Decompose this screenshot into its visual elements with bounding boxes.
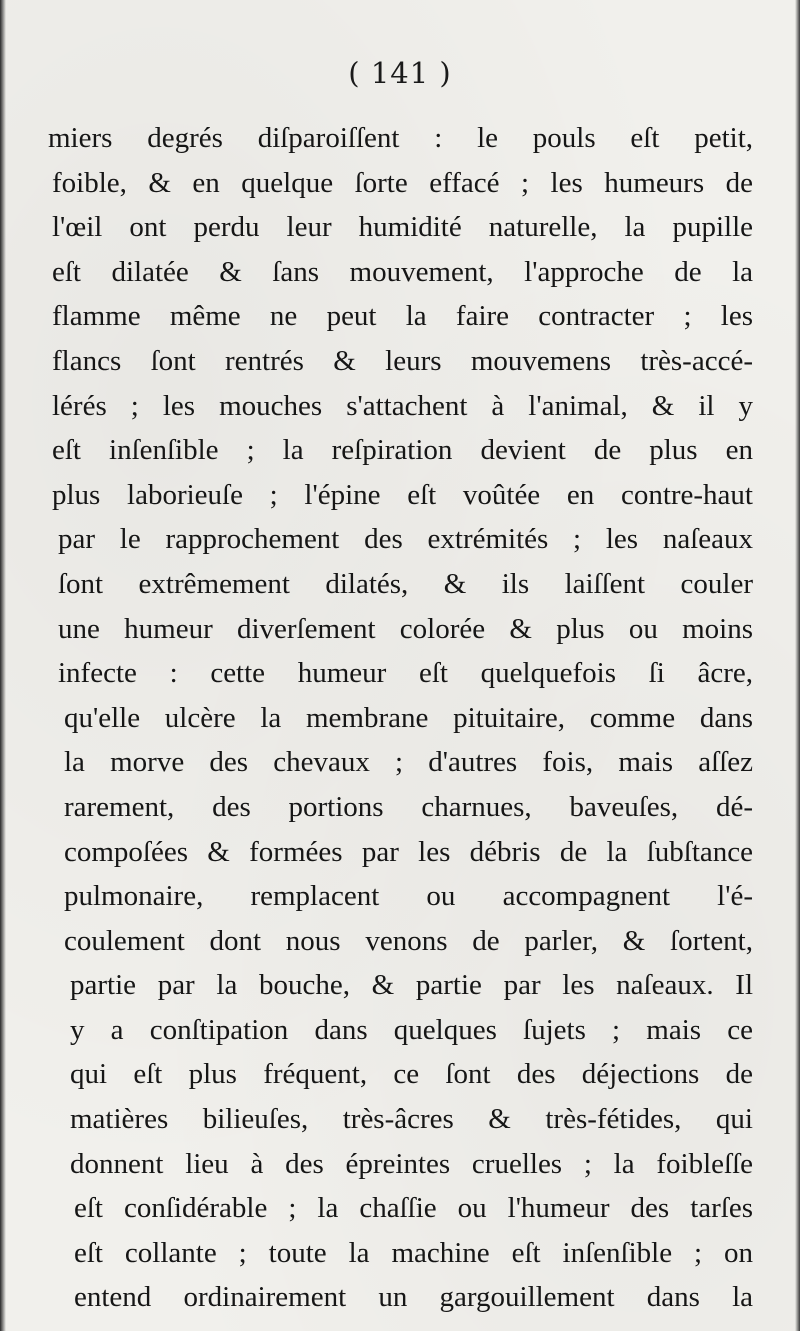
text-line-5: flamme même ne peut la faire contracter ; les (52, 300, 753, 333)
text-line-14: qu'elle ulcère la membrane pituitaire, comme dans (64, 701, 753, 734)
text-line-16: rarement, des portions charnues, baveuſes, dé- (64, 790, 753, 823)
text-line-18: pulmonaire, remplacent ou accompagnent l'é- (64, 880, 753, 913)
text-line-13: infecte : cette humeur eſt quelquefois ſi âcre, (58, 657, 753, 690)
text-line-27: entend ordinairement un gargouillement dans la (74, 1281, 753, 1314)
text-line-9: plus laborieuſe ; l'épine eſt voûtée en contre-haut (52, 478, 753, 511)
text-line-12: une humeur diverſement colorée & plus ou moins (58, 612, 753, 645)
text-line-22: qui eſt plus fréquent, ce ſont des déjections de (70, 1058, 753, 1091)
text-line-26: eſt collante ; toute la machine eſt inſenſible ; on (74, 1236, 753, 1269)
text-line-25: eſt conſidérable ; la chaſſie ou l'humeur des tarſes (74, 1192, 753, 1225)
text-line-24: donnent lieu à des épreintes cruelles ; la foibleſſe (70, 1147, 753, 1180)
text-line-7: lérés ; les mouches s'attachent à l'animal, & il y (52, 389, 753, 422)
text-line-20: partie par la bouche, & partie par les naſeaux. Il (70, 969, 753, 1002)
text-line-2: foible, & en quelque ſorte effacé ; les humeurs de (52, 166, 753, 199)
page-edge-right (795, 0, 800, 1331)
text-line-23: matières bilieuſes, très-âcres & très-fétides, qui (70, 1103, 753, 1136)
page-number: ( 141 ) (348, 56, 452, 90)
text-line-21: y a conſtipation dans quelques ſujets ; mais ce (70, 1013, 753, 1046)
text-line-17: compoſées & formées par les débris de la ſubſtance (64, 835, 753, 868)
text-line-15: la morve des chevaux ; d'autres fois, mais aſſez (64, 746, 753, 779)
body-text (48, 116, 753, 1320)
text-line-1: miers degrés diſparoiſſent : le pouls eſt petit, (48, 122, 753, 154)
text-line-8: eſt inſenſible ; la reſpiration devient de plus en (52, 434, 753, 467)
text-line-11: ſont extrêmement dilatés, & ils laiſſent couler (58, 567, 753, 600)
text-line-3: l'œil ont perdu leur humidité naturelle, la pupille (52, 211, 753, 244)
page-edge-left (0, 0, 6, 1331)
text-line-4: eſt dilatée & ſans mouvement, l'approche de la (52, 255, 753, 288)
text-line-10: par le rapprochement des extrémités ; les naſeaux (58, 523, 753, 556)
text-line-19: coulement dont nous venons de parler, & ſortent, (64, 924, 753, 957)
text-line-6: flancs ſont rentrés & leurs mouvemens très-accé- (52, 344, 753, 377)
